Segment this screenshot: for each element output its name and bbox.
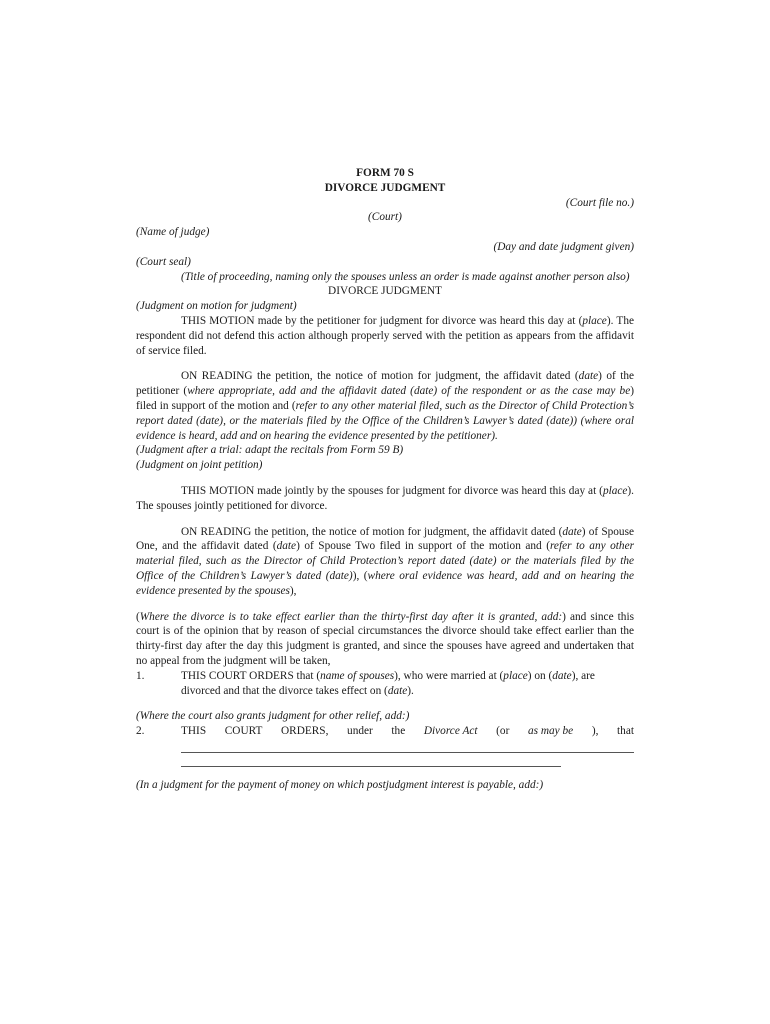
- document-page: [136, 166, 634, 793]
- judgment-heading: DIVORCE JUDGMENT: [328, 285, 442, 298]
- court-name: (Court): [368, 211, 402, 224]
- motion-label: (Judgment on motion for judgment): [136, 300, 297, 313]
- proceeding-title: (Title of proceeding, naming only the spouses unless an order is made against another person also): [181, 270, 630, 283]
- joint-label: (Judgment on joint petition): [136, 459, 263, 472]
- judge-name: (Name of judge): [136, 226, 210, 239]
- judgment-date: (Day and date judgment given): [493, 240, 634, 253]
- joint-paragraph-2: ON READING the petition, the notice of motion for judgment, the affidavit dated (date) of Spouse One, and the affidavit dated (date) of Spouse Two filed in support of the motion and (refer to any other material filed, such as the Director of Child Protection’s report dated (date) or the materials filed by the Office of the Children’s Lawyer’s dated (date)), (where oral evidence was heard, add and on hearing the evidence presented by the spouses),: [136, 525, 634, 597]
- order-1-text: THIS COURT ORDERS that (name of spouses), who were married at (place) on (date), are divorced and that the divorce takes effect on (date).: [181, 669, 595, 697]
- earlier-effect-paragraph: (Where the divorce is to take effect earlier than the thirty-first day after it is granted, add:) and since this court is of the opinion that by reason of special circumstances the divorce should take effect earlier than the thirty-first day after the day this judgment is granted, and since the spouses have agreed and undertaken that no appeal from the judgment will be taken,: [136, 610, 634, 667]
- court-seal: (Court seal): [136, 255, 191, 268]
- form-title: DIVORCE JUDGMENT: [324, 181, 446, 194]
- form-number: FORM 70 S: [356, 167, 414, 179]
- other-relief-label: (Where the court also grants judgment for other relief, add:): [136, 710, 410, 723]
- order-1-number: 1.: [136, 669, 145, 682]
- blank-line-2: [181, 753, 561, 767]
- order-2: [136, 724, 634, 767]
- blank-line-1: [181, 739, 634, 753]
- order-1: [136, 669, 634, 699]
- trial-label: (Judgment after a trial: adapt the recitals from Form 59 B): [136, 444, 404, 457]
- court-file-no: (Court file no.): [565, 196, 634, 209]
- postjudgment-label: (In a judgment for the payment of money on which postjudgment interest is payable, add:): [136, 778, 544, 791]
- motion-paragraph-2: ON READING the petition, the notice of motion for judgment, the affidavit dated (date) of the petitioner (where appropriate, add and the affidavit dated (date) of the respondent or as the case may be) filed in support of the motion and (refer to any other material filed, such as the Director of Child Protection’s report dated (date), or the materials filed by the Office of the Children’s Lawyer’s dated (date)) (where oral evidence is heard, add and on hearing the evidence presented by the petitioner).: [136, 370, 634, 442]
- order-2-number: 2.: [136, 725, 145, 738]
- order-2-text: THIS COURT ORDERS, under the Divorce Act (or as may be ), that: [181, 725, 634, 738]
- motion-paragraph-1: THIS MOTION made by the petitioner for judgment for divorce was heard this day at (place). The respondent did not defend this action although properly served with the petition as appears from the affidavit of service filed.: [136, 314, 634, 357]
- joint-paragraph-1: THIS MOTION made jointly by the spouses for judgment for divorce was heard this day at (place). The spouses jointly petitioned for divorce.: [136, 484, 634, 512]
